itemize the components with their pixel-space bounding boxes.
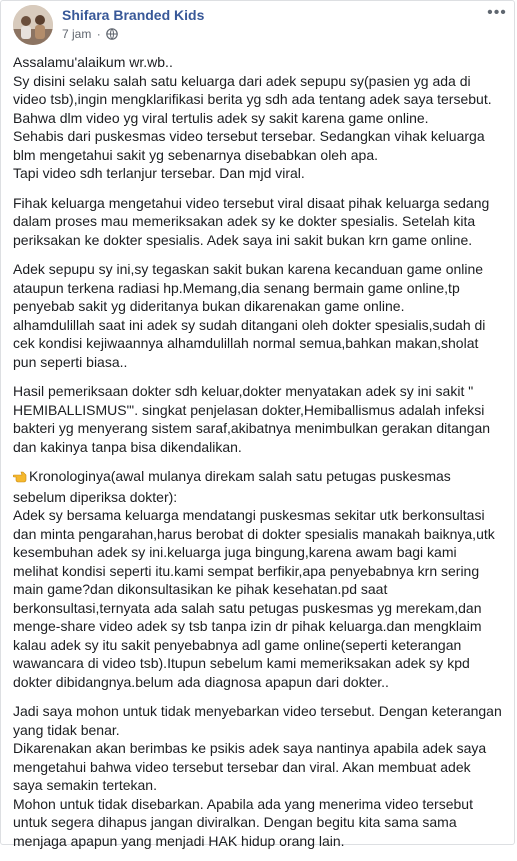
post-text: Kronologinya(awal mulanya direkam salah satu petugas puskesmas (29, 468, 451, 484)
post-text-line: Fihak keluarga mengetahui video tersebut viral disaat pihak keluarga sedang (13, 194, 490, 211)
post-text-line: sebelum diperiksa dokter): (13, 488, 178, 505)
post-text-line: video tsb),ingin mengklarifikasi berita yg sdh ada tentang adek saya tersebut. (13, 91, 492, 107)
more-options-icon[interactable]: ••• (487, 4, 507, 21)
post-text-line: Adek sepupu sy ini,sy tegaskan sakit bukan karena kecanduan game online (13, 261, 484, 277)
post-text-line: Mohon untuk tidak disebarkan. Apabila ada yang menerima video tersebut (13, 795, 473, 812)
post-text-line: menjaga apapun yang menjadi HAK hidup orang lain. (13, 832, 345, 849)
post-text-line: untuk segera dihapus jangan diviralkan. Dengan begitu kita sama sama (13, 814, 457, 830)
timestamp-link[interactable]: 7 jam (62, 27, 92, 41)
post-text-line: bakteri yg menyerang sistem saraf,akibatnya menimbulkan gerakan ditangan (13, 420, 491, 436)
post-text-line: Bahwa dlm video yg viral tertulis adek sy sakit karena game online. (13, 109, 429, 126)
post-text-line: main game?dan dikonsultasikan ke pihak kesehatan.pd saat (13, 581, 388, 597)
post-paragraph (13, 467, 507, 691)
post-text-line: periksakan ke dokter spesialis. Adek saya ini sakit bukan krn game online. (13, 231, 473, 248)
post-text-line: dan minta pengarahan,harus berobat di dokter spesialis manakah baiknya,utk (13, 525, 495, 542)
post-paragraph (13, 702, 507, 850)
avatar[interactable] (13, 5, 53, 45)
post-text-line: Dikarenakan akan berimbas ke psikis adek saya nantinya apabila adek saya (13, 740, 487, 756)
post-text-line: Assalamu'alaikum wr.wb.. (13, 54, 173, 70)
post-text-line: HEMIBALLISMUS"'. singkat penjelasan dokter,Hemiballismus adalah infeksi (13, 401, 485, 418)
post-text-line: Tapi video sdh terlanjur tersebar. Dan mjd viral. (13, 165, 305, 181)
post-text-line: wawancara di video tsb).Itupun sebelum kami memeriksakan adek sy kpd (13, 655, 470, 671)
post-text-line (13, 467, 507, 488)
post-text-line: Sy disini selaku salah satu keluarga dari adek sepupu sy(pasien yg ada di (13, 72, 471, 89)
post-meta (62, 27, 118, 43)
post-text-line: menge-share video adek sy tsb tanpa izin dr pihak keluarga.dan mengklaim (13, 618, 482, 634)
post-text-line: kesembuhan adek sy ini.keluarga juga bingung,karena awam bagi kami (13, 544, 457, 560)
post-text-line: melihat kondisi seperti itu.kami sempat berfikir,apa penyebabnya krn sering (13, 562, 480, 579)
post-text-line: dalam proses mau memeriksakan adek sy ke dokter spesialis. Setelah kita (13, 213, 476, 229)
post-text-line: kalau adek sy itu sakit penyebabnya adl game online(seperti keterangan (13, 636, 462, 653)
post-text-line: blm mengetahui sakit yg sebenarnya disebabkan oleh apa. (13, 146, 379, 163)
pointing-hand-icon (13, 469, 29, 488)
post-text-line: penyebab sakit yg dideritanya bukan dikarenakan game online. (13, 298, 405, 314)
meta-separator: · (96, 27, 101, 41)
post-header (13, 5, 508, 45)
avatar-photo (13, 5, 53, 45)
post-text-line: yang tidak benar. (13, 721, 120, 738)
post-paragraph (13, 53, 507, 183)
post-text-line: dan kakinya tanpa bisa dikendalikan. (13, 438, 242, 455)
post-paragraph (13, 260, 507, 371)
post-text-line: ataupun terkena radiasi hp.Memang,dia senang bermain game online,tp (13, 279, 460, 296)
post-text-line: pun seperti biasa.. (13, 353, 128, 370)
post-paragraph (13, 194, 507, 250)
post-text-line: berkonsultasi,ternyata ada salah satu petugas puskesmas yg merekam,dan (13, 599, 482, 616)
post-text-line: Sehabis dari puskesmas video tersebut tersebar. Sedangkan vihak keluarga (13, 128, 485, 144)
post-text-line: Jadi saya mohon untuk tidak menyebarkan video tersebut. Dengan keterangan (13, 703, 502, 719)
post-text-line: saya semakin tertekan. (13, 777, 157, 793)
post-text-line: alhamdulillah saat ini adek sy sudah ditangani oleh dokter spesialis,sudah di (13, 316, 486, 333)
post-text-line: dokter dibidangnya.belum ada diagnosa apapun dari dokter.. (13, 673, 389, 690)
globe-icon[interactable] (106, 28, 118, 43)
post-message (13, 53, 507, 861)
page-name-link[interactable]: Shifara Branded Kids (62, 7, 205, 23)
post-text-line: Hasil pemeriksaan dokter sdh keluar,dokter menyatakan adek sy ini sakit " (13, 383, 474, 399)
post-text-line: Adek sy bersama keluarga mendatangi puskesmas sekitar utk berkonsultasi (13, 507, 485, 523)
post-paragraph (13, 382, 507, 456)
post-text-line: cek kondisi kejiwaannya alhamdulillah normal semua,bahkan makan,sholat (13, 335, 479, 351)
post-text-line: mengetahui bahwa video tersebut tersebar dan viral. Akan membuat adek (13, 758, 471, 775)
